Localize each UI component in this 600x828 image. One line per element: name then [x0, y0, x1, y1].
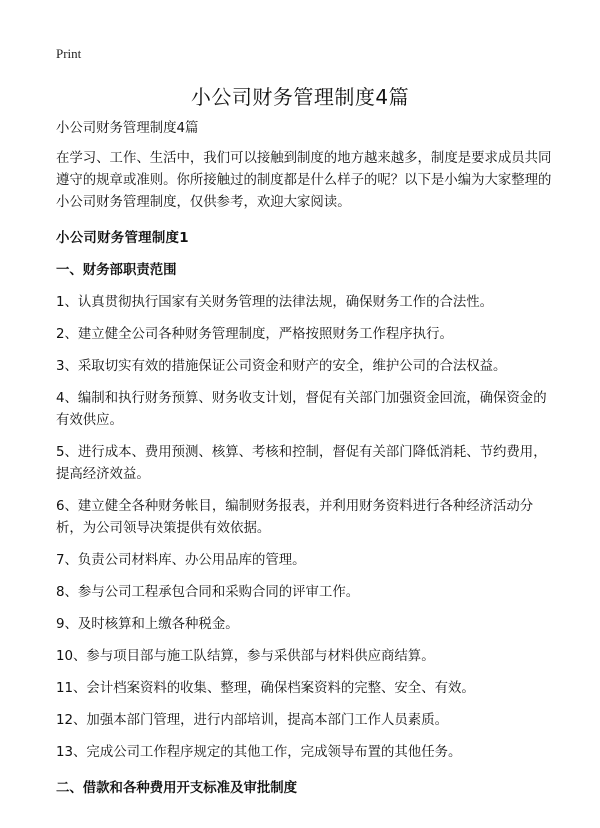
list-item: 5、进行成本、费用预测、核算、考核和控制，督促有关部门降低消耗、节约费用，提高经济效益。 — [56, 445, 547, 482]
list-item: 10、参与项目部与施工队结算，参与采供部与材料供应商结算。 — [56, 649, 435, 664]
page-title: 小公司财务管理制度4篇 — [190, 85, 410, 109]
list-item: 12、加强本部门管理，进行内部培训，提高本部门工作人员素质。 — [56, 713, 448, 728]
list-item: 3、采取切实有效的措施保证公司资金和财产的安全，维护公司的合法权益。 — [56, 359, 507, 374]
list-item: 6、建立健全各种财务帐目，编制财务报表，并利用财务资料进行各种经济活动分析，为公司领导决策提供有效依据。 — [56, 499, 534, 536]
list-item: 11、会计档案资料的收集、整理，确保档案资料的完整、安全、有效。 — [56, 681, 475, 696]
section-heading: 小公司财务管理制度1 — [56, 231, 189, 246]
list-item: 13、完成公司工作程序规定的其他工作，完成领导布置的其他任务。 — [56, 745, 462, 760]
list-item: 4、编制和执行财务预算、财务收支计划，督促有关部门加强资金回流，确保资金的有效供应。 — [56, 391, 547, 428]
part-heading-expenses: 二、借款和各种费用开支标准及审批制度 — [56, 781, 298, 796]
document-body — [56, 118, 552, 800]
list-item: 1、认真贯彻执行国家有关财务管理的法律法规，确保财务工作的合法性。 — [56, 295, 494, 310]
list-item: 7、负责公司材料库、办公用品库的管理。 — [56, 553, 306, 568]
intro-paragraph: 在学习、工作、生活中，我们可以接触到制度的地方越来越多，制度是要求成员共同遵守的规章或准则。你所接触过的制度都是什么样子的呢？以下是小编为大家整理的小公司财务管理制度，仅供参考，欢迎大家阅读。 — [56, 151, 552, 210]
responsibility-list — [56, 292, 552, 764]
list-item: 2、建立健全公司各种财务管理制度，严格按照财务工作程序执行。 — [56, 327, 453, 342]
document-subtitle: 小公司财务管理制度4篇 — [56, 121, 199, 136]
list-item: 8、参与公司工程承包合同和采购合同的评审工作。 — [56, 585, 360, 600]
list-item: 9、及时核算和上缴各种税金。 — [56, 617, 239, 632]
part-heading-responsibilities: 一、财务部职责范围 — [56, 263, 177, 278]
print-link[interactable]: Print — [56, 46, 82, 61]
